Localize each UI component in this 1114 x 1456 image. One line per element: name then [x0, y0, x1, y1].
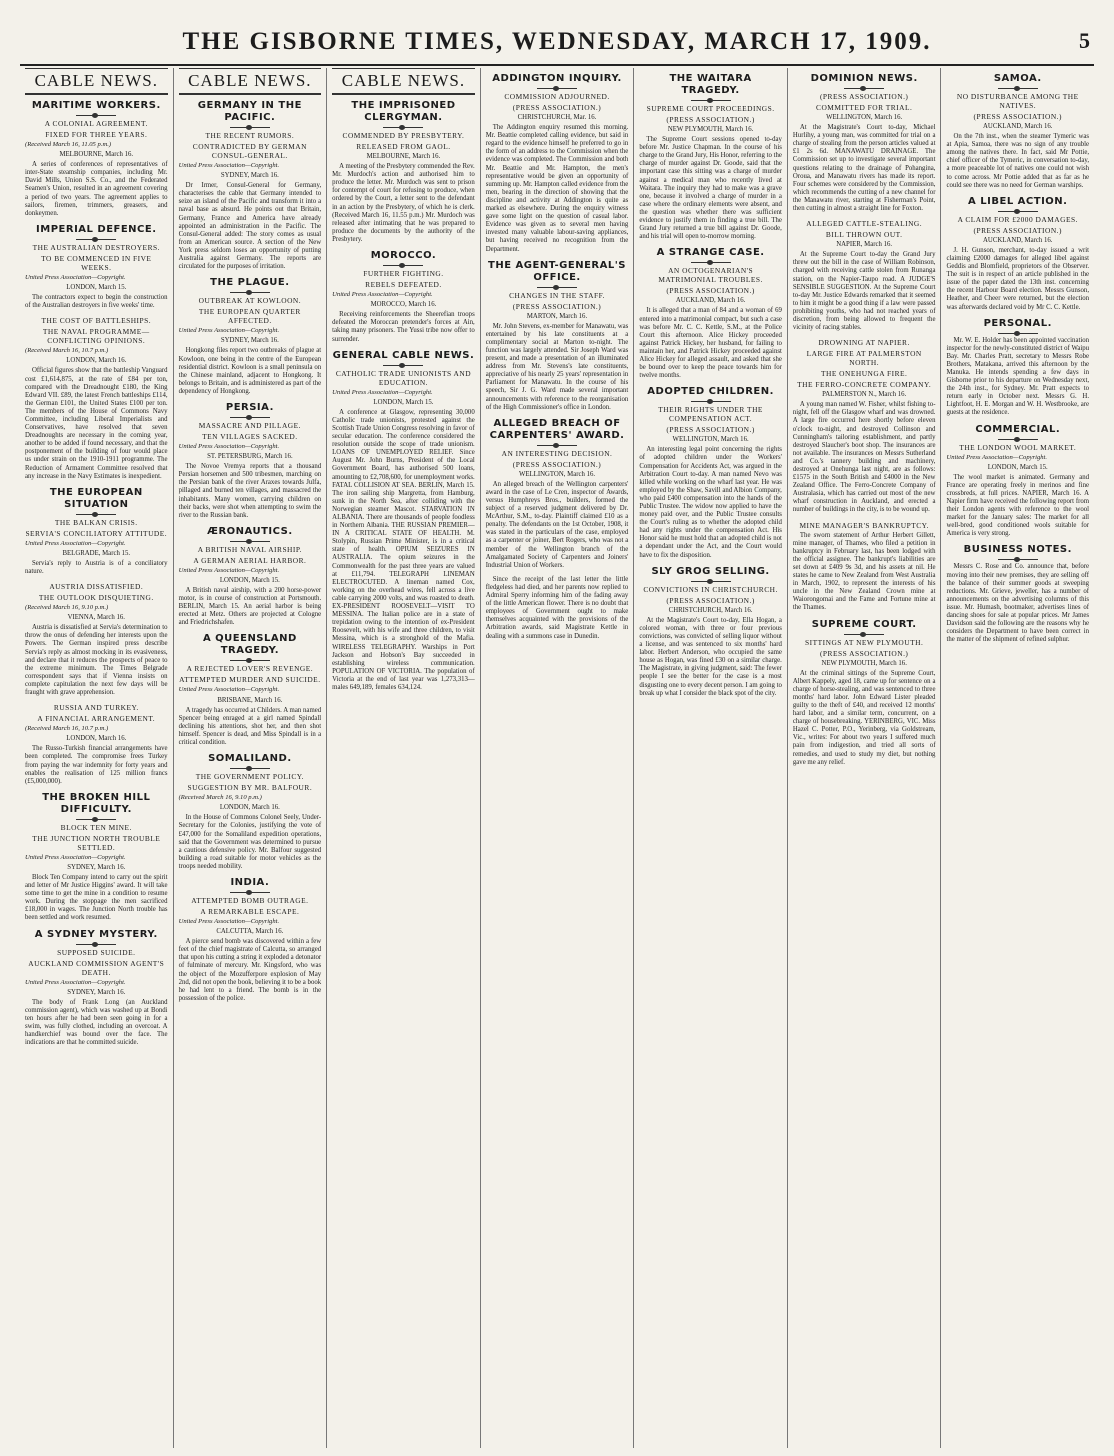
article [946, 73, 1089, 190]
article-headline: PERSIA. [225, 401, 274, 413]
article-dateline: LONDON, March 16. [66, 735, 127, 743]
article-headline: MOROCCO. [370, 250, 437, 262]
divider-rule [230, 660, 270, 661]
article-dateline: MELBOURNE, March 16. [366, 153, 441, 160]
divider-rule [998, 211, 1038, 212]
article-subheading: (PRESS ASSOCIATION.) [666, 115, 755, 124]
article-body: Hongkong files report two outbreaks of plague at Kowloon, one being in the centre of the European residential district. Kowloon is a small peninsula on the Chinese mainland, adjacent to Hongkong. It belongs to Britain, and is administered as part of the dependency of Hongkong. [178, 347, 322, 395]
article-body: The contractors expect to begin the construction of the Australian destroyers in five weeks' time. [25, 294, 168, 310]
article-subheading: THE COST OF BATTLESHIPS. [41, 316, 152, 326]
article-dateline: NEW PLYMOUTH, March 16. [821, 659, 907, 667]
article-subheading: SUPREME COURT PROCEEDINGS. [646, 104, 775, 113]
article-subheading: (PRESS ASSOCIATION.) [666, 595, 755, 605]
divider-rule [691, 581, 731, 582]
divider-rule [76, 514, 116, 515]
article-byline: United Press Association—Copyright. [178, 442, 280, 450]
article-subheading: (PRESS ASSOCIATION.) [973, 112, 1062, 121]
divider-rule [230, 292, 270, 293]
article-subheading: THE BALKAN CRISIS. [54, 517, 138, 527]
article-headline: GENERAL CABLE NEWS. [332, 349, 475, 361]
article-byline: (Received March 16, 9.10 p.m.) [178, 794, 262, 802]
article-dateline: LONDON, March 15. [219, 576, 280, 584]
article [25, 929, 168, 1048]
article-body: Mr. John Stevens, ex-member for Manawatu, was entertained by his late constituents at a complimentary social at Marton to-night. The function was largely attended. Sir Joseph Ward was present, and made a presentation of an illuminated address from Mr. Stevens's late constituents, appreciative of his nearly 25 years' representation in Parliament for Manawatu. In the course of his speech, Sir J. G. Ward made several important announcements with reference to the reorganisation of the High Commissioner's office in London. [485, 322, 629, 411]
article-byline: United Press Association—Copyright. [178, 917, 280, 925]
article [946, 544, 1089, 644]
article-headline: THE AGENT-GENERAL'S OFFICE. [488, 259, 626, 283]
column-7 [941, 68, 1094, 1448]
article-byline: (Received March 16, 9.10 p.m.) [25, 604, 109, 612]
article-body: The Russo-Turkish financial arrangements have been completed. The compromise frees Turkey from paying the war indemnity for forty years and enables the realisation of 125 million francs (£5,000,000). [25, 745, 168, 785]
article-dateline: LONDON, March 16. [219, 804, 280, 812]
article-dateline: AUCKLAND, March 16. [983, 123, 1053, 130]
article-subheading: A CLAIM FOR £2000 DAMAGES. [957, 214, 1078, 224]
article-subheading: THE EUROPEAN QUARTER AFFECTED. [198, 307, 301, 326]
article-subheading: A REMARKABLE ESCAPE. [200, 906, 300, 916]
article-headline: A QUEENSLAND TRAGEDY. [202, 633, 297, 657]
article-subheading: COMMISSION ADJOURNED. [504, 92, 610, 101]
article-body: Mr. W. E. Holder has been appointed vaccination inspector for the newly-constituted district of Waipu Bay. Mr. Charles Pratt, secretary to Messrs Robe Brothers, Matakana, arrived this afternoon by the Manuka. He intends spending a few days in Gisborne prior to his departure on Wednesday next, the 24th inst., for Sydney. Mr. Pratt expects to return early in October next. Messrs G. H. Lightfoot, H. E. Morgan and W. H. Westbrooke, are guests at the residence. [946, 336, 1090, 417]
article-headline: ADOPTED CHILDREN. [647, 386, 774, 398]
article-body: At the Magistrate's Court to-day, Michael Hurlihy, a young man, was committed for trial on a charge of stealing from the person articles valued at £1 2s 6d. MANAWATU DRAINAGE. The Commission set up to investigate several important questions relating to the drainage of Pohangina, Oroua, and Manawatu rivers has made its report. Four schemes were considered by the Commission, which recommends the cutting of a new channel for the Manawatu river, starting at Fisherman's Point, then cutting in almost a straight line for Foxton. [792, 124, 936, 213]
article-subheading: AN INTERESTING DECISION. [501, 448, 613, 458]
article-subheading: RUSSIA AND TURKEY. [53, 703, 139, 713]
article-dateline: AUCKLAND, March 16. [983, 236, 1053, 244]
article-body: It is alleged that a man of 84 and a woman of 69 entered into a matrimonial compact, but such a case was before Mr. C. C. Kettle, S.M., at the Police Court this afternoon. Alice Hickey proceeded against Patrick Hickey, her husband, for failing to maintain her, and Patrick Hickey proceeded against Alice Hickey for alleged assault, and asked that she be bound over to keep the peace towards him for twelve months. [639, 307, 782, 380]
article-subheading: RELEASED FROM GAOL. [356, 142, 451, 151]
page-number: 5 [1079, 28, 1090, 53]
divider-rule [230, 127, 270, 128]
article-dateline: MARTON, March 16. [526, 312, 588, 320]
divider-rule [76, 819, 116, 820]
article-subheading: SERVIA'S CONCILIATORY ATTITUDE. [25, 528, 168, 538]
newspaper-title: THE GISBORNE TIMES, WEDNESDAY, MARCH 17, 1909. [182, 28, 932, 55]
article-dateline: SYDNEY, March 16. [220, 172, 279, 180]
article-dateline: WELLINGTON, March 16. [826, 114, 903, 121]
article-headline: A LIBEL ACTION. [968, 195, 1068, 207]
column-3 [327, 68, 481, 1448]
article-body: The Addington enquiry resumed this morning. Mr. Beattie completed calling evidence, but said in regard to the evidence himself he preferred to go in the form of an address to the Commission when the evidence was completed. The Commission and both Mr. Beattie and Mr. Hampton, the men's representative would be given an opportunity of summing up. Mr. Hampton called evidence from the men, bearing in the direction of showing that the discipline and activity at Addington is quite as marked as elsewhere. During the enquiry witness gave some light on the question of casual labor. Evidence was given as to several men having invested many valuable labour-saving appliances, but having received no recognition from the Department. [485, 124, 629, 253]
article [179, 526, 322, 628]
article-subheading: AUSTRIA DISSATISFIED. [49, 582, 144, 592]
article-subheading: ALLEGED CATTLE-STEALING. [806, 219, 923, 229]
article-subheading: CATHOLIC TRADE UNIONISTS AND EDUCATION. [335, 368, 472, 387]
article-body: At the Magistrate's Court to-day, Ella Hogan, a colored woman, with three or four previous convictions, was convicted of selling liquor without a license, and was sentenced to six months' hard labor. Herbert Anderson, who occupied the same house as Hogan, was fined £30 on a similar charge. The Magistrate, in giving judgment, said: The fewer people I see the better for the case is a most disgusting one to every decent person. I am going to break up what I consider the black spot of the city. [639, 616, 782, 697]
divider-rule [691, 401, 731, 402]
article-subheading: A BRITISH NAVAL AIRSHIP. [197, 544, 302, 554]
article [639, 247, 782, 380]
column-banner: CABLE NEWS. [179, 68, 322, 95]
divider-rule [537, 88, 577, 89]
column-2 [174, 68, 328, 1448]
divider-rule [844, 88, 884, 89]
article-subheading: MINE MANAGER'S BANKRUPTCY. [799, 520, 929, 530]
article-subheading: (PRESS ASSOCIATION.) [666, 286, 755, 296]
article-subheading: BILL THROWN OUT. [825, 230, 903, 240]
newspaper-columns [20, 68, 1094, 1448]
article-byline: United Press Association—Copyright. [25, 978, 126, 986]
article-subheading: CHANGES IN THE STAFF. [509, 290, 605, 300]
article-dateline: LONDON, March 15. [987, 463, 1048, 471]
article [25, 703, 168, 786]
article-headline: ADDINGTON INQUIRY. [492, 73, 622, 84]
article-subheading: A REJECTED LOVER'S REVENGE. [186, 664, 314, 674]
article-headline: THE EUROPEAN SITUATION [49, 486, 143, 510]
article [946, 318, 1089, 418]
article-subheading: THEIR RIGHTS UNDER THE COMPENSATION ACT. [658, 405, 763, 424]
article-dateline: PALMERSTON N., March 16. [822, 391, 907, 399]
article-subheading: BLOCK TEN MINE. [60, 822, 132, 832]
article-dateline: MELBOURNE, March 16. [59, 151, 134, 159]
article-body: An interesting legal point concerning the rights of adopted children under the Workers' Compensation for Accidents Act, was argued in the Arbitration Court to-day. A man named Nevo was killed while working on the wharf last year. He was employed by the Shaw, Savill and Albion Company, who paid £400 compensation into the hands of the Public Trustee. The widow now applied to have the money paid over, and the Public Trustee consults the Court's ruling as to whether the adopted child had any rights under the compensation Act. His Honor said he must hold that an adopted child is not a dependant under the Act, and the Court would have to fix the disposition. [639, 446, 782, 559]
divider-rule [230, 541, 270, 542]
article [25, 487, 168, 576]
article-body: A conference at Glasgow, representing 30,000 Catholic trade unionists, protested against the Scottish Trade Union Congress resolving in favor of secular education. The conference considered the resolution outside the scope of trade unionism. LOANS OF UNEMPLOYED RELIEF. Since August Mr. John Burns, President of the Local Government Board, has authorised 500 loans, amounting to £2,708,600, for unemployment works. FATAL COLLISION AT SEA. BERLIN, March 15. The iron sailing ship Margretta, from Hamburg, sunk in the North Sea, after colliding with the Norwegian steamer Mascot. STARVATION IN ALBANIA. There are thousands of people foodless in Northern Albania. THE RUSSIAN PREMIER—IN A CRITICAL STATE OF HEALTH. M. Stolypin, Russian Prime Minister, is in a critical state of health. OPIUM SEIZURES IN AUSTRALIA. The opium seizures in the Commonwealth for the past three years are valued at £11,794. TELEGRAPH LINEMAN ELECTROCUTED. A lineman named Cox, working on the overhead wires, fell across a live cable carrying 2000 volts, and was roasted to death. EX-PRESIDENT ROOSEVELT—VISIT TO MESSINA. The Italian police are in a state of trepidation owing to the intention of ex-President Roosevelt, with his wife and three children, to visit Messina, which is a stronghold of the Mafia. WIRELESS TELEGRAPHY. Warships in Port Jackson and Hobson's Bay succeeded in establishing wireless communication. POPULATION OF VICTORIA. The population of Victoria at the end of last year was 1,273,313—males 649,189, females 634,124. [332, 408, 475, 691]
article-headline: IMPERIAL DEFENCE. [36, 223, 157, 235]
article-byline: United Press Association—Copyright. [178, 327, 280, 335]
article-subheading: THE AUSTRALIAN DESTROYERS. [32, 242, 160, 252]
divider-rule [76, 115, 116, 116]
article-subheading: ATTEMPTED BOMB OUTRAGE. [191, 895, 309, 905]
divider-rule [383, 265, 423, 266]
article-subheading: (PRESS ASSOCIATION.) [512, 301, 602, 311]
article-body: Messrs C. Rose and Co. announce that, before moving into their new premises, they are selling off the balance of their summer goods at sweeping reductions. Mr. Grieve, jeweller, has a number of announcements on the advertising columns of this issue. Mr. Humash, bootmaker, advertises lines of dancing shoes for sale at popular prices. Mr James Davidson said the following are the reasons why he considers the Department to have been correct in the matter of the shipment of refined sulphur. [946, 563, 1090, 644]
masthead [20, 6, 1094, 66]
article-body: An alleged breach of the Wellington carpenters' award in the case of Le Cren, inspector of Awards, versus Humphreys Bros., builders, formed the subject of a reserved judgment delivered by Dr. McArthur, S.M., to-day. Plaintiff claimed £10 as a penalty. The defendants on the 1st October, 1908, it was stated in the particulars of the case, employed as a carpenter or joiner, Bert Rogers, who was not a member of the Wellington branch of the Amalgamated Society of Carpenters and Joiners' Industrial Union of Workers. [485, 480, 629, 569]
article-dateline: SYDNEY, March 16. [220, 337, 279, 345]
divider-rule [230, 768, 270, 769]
article-body: Servia's reply to Austria is of a conciliatory nature. [25, 559, 168, 575]
article [946, 196, 1089, 312]
article-byline: (Received March 16, 11.05 p.m.) [25, 141, 112, 148]
article-subheading: LARGE FIRE AT PALMERSTON NORTH. [806, 349, 922, 368]
article-byline: (Received March 16, 10.7 p.m.) [25, 347, 109, 355]
article-subheading: CONTRADICTED BY GERMAN CONSUL-GENERAL. [192, 142, 307, 160]
column-4 [481, 68, 635, 1448]
article-body: Austria is dissatisfied at Servia's determination to throw the onus of defending her interests upon the Powers. The German inspired press describe Servia's reply as almost mocking in its evasiveness, and declare that it reduces the prospects of peace to the extreme minimum. The Times Belgrade correspondent says that if Vienna insists on complete capitulation the next few days will be fraught with grave apprehension. [25, 624, 168, 697]
divider-rule [998, 88, 1038, 89]
article-body: The wool market is animated. Germany and France are operating freely in merinos and fine crossbreds, at full prices. NAPIER, March 16. A Napier firm have received the following report from their London agents with reference to the wool market for the January sales: The market for all well-bred, good conditioned wools suitable for America is very strong. [946, 473, 1090, 538]
article-dateline: NAPIER, March 16. [836, 241, 893, 249]
article-subheading: (PRESS ASSOCIATION.) [666, 425, 755, 435]
article-subheading: (PRESS ASSOCIATION.) [973, 225, 1062, 235]
article-body: A British naval airship, with a 200 horse-power motor, is in course of construction at Portsmouth. BERLIN, March 15. An aerial harbor is being erected at Metz. Others are projected at Cologne and Friedrichshafen. [178, 587, 322, 627]
article [179, 277, 322, 396]
article-subheading: ATTEMPTED MURDER AND SUICIDE. [179, 675, 321, 685]
article-dateline: ST. PETERSBURG, March 16. [207, 453, 293, 461]
article-body: Dr Irmer, Consul-General for Germany, characterises the cable that Germany intended to seize an island of the Pacific and transform it into a naval base as absurd. He points out that Britain, Germany, France and America have already appointed an administration in the Pacific. The Consul-General added: The story comes as usual from an American source. A section of the New York press seldom loses an opportunity of putting Australia against Germany. The reports are circulated for the purposes of irritation. [178, 182, 322, 271]
article-subheading: AUCKLAND COMMISSION AGENT'S DEATH. [28, 958, 165, 977]
article-body: At the Supreme Court to-day the Grand Jury threw out the bill in the case of William Robinson, charged with receiving cattle stolen from Runanga station, on the Napier-Taupo road. A JUDGE'S SENSIBLE SUGGESTION. At the Supreme Court to-day Mr. Justice Edwards remarked that it seemed to him it might be a good thing if a law were passed prohibiting youths, who had not reached years of discretion, from being allowed to frequent the vicinity of racing stables. [792, 251, 936, 332]
article-subheading: THE FERRO-CONCRETE COMPANY. [797, 380, 932, 390]
article-headline: INDIA. [230, 876, 270, 888]
article-subheading: CONVICTIONS IN CHRISTCHURCH. [643, 584, 778, 594]
article-body: Block Ten Company intend to carry out the spirit and letter of Mr Justice Higgins' award. It will take some time to get the mine in a condition to resume work. During the stoppage the men sacrificed £18,000 in wages. The Junction North trouble has been settled and work resumed. [25, 873, 168, 922]
article-subheading: THE JUNCTION NORTH TROUBLE SETTLED. [32, 833, 161, 852]
article-headline: SAMOA. [993, 73, 1042, 84]
article [486, 260, 629, 412]
article [179, 633, 322, 747]
article-byline: United Press Association—Copyright. [25, 853, 126, 861]
article-headline: THE BROKEN HILL DIFFICULTY. [42, 791, 151, 815]
column-1 [20, 68, 174, 1448]
article [179, 877, 322, 1003]
divider-rule [998, 559, 1038, 560]
article-dateline: VIENNA, March 16. [67, 614, 125, 622]
article-subheading: SITTINGS AT NEW PLYMOUTH. [805, 637, 924, 647]
divider-rule [537, 287, 577, 288]
article-dateline: WELLINGTON, March 16. [672, 436, 749, 444]
article-headline: THE IMPRISONED CLERGYMAN. [351, 100, 456, 123]
article-subheading: SUPPOSED SUICIDE. [57, 947, 136, 957]
column-banner: CABLE NEWS. [25, 68, 168, 95]
article-subheading: TEN VILLAGES SACKED. [202, 431, 298, 441]
article-subheading: COMMENDED BY PRESBYTERY. [342, 131, 465, 140]
article-dateline: WELLINGTON, March 16. [518, 470, 596, 478]
article-body: The Supreme Court sessions opened to-day before Mr. Justice Chapman. In the course of his charge to the Grand Jury, His Honor, referring to the charge of murder against Dr. Goode, said that the important case this sitting was a charge of murder against a medical man who recently lived at Waitara. The inquiry they had to make was a grave one, because it involved a charge of murder in a case where the ordinary elements were absent, and the question was whether there was sufficient evidence to justify them in finding a true bill. The Grand Jury returned a true bill against Dr. Goode, and his trial will open to-morrow morning. [639, 136, 782, 241]
article-dateline: LONDON, March 15. [373, 398, 434, 406]
article-subheading: A COLONIAL AGREEMENT. [44, 119, 148, 128]
divider-rule [537, 445, 577, 446]
article-headline: THE WAITARA TRAGEDY. [669, 73, 752, 96]
article-subheading: (PRESS ASSOCIATION.) [512, 459, 602, 469]
divider-rule [383, 365, 423, 366]
article-subheading: THE GOVERNMENT POLICY. [195, 772, 304, 782]
article-headline: A SYDNEY MYSTERY. [34, 928, 158, 940]
article-subheading: OUTBREAK AT KOWLOON. [198, 296, 302, 306]
article [793, 219, 936, 332]
article-body: In the House of Commons Colonel Seely, Under-Secretary for the Colonies, justifying the vote of £47,000 for the Somaliland expedition operations, said that the Government was determined to pursue a cautious defensive policy. Mr. Balfour suggested building a road suitable for motor vehicles as the troops needed mobility. [178, 814, 322, 870]
article-subheading: AN OCTOGENARIAN'S MATRIMONIAL TROUBLES. [658, 266, 763, 285]
article [639, 386, 782, 559]
article [179, 753, 322, 871]
article-body: Receiving reinforcements the Sheerefian troops defeated the Moroccan pretender's forces at Ain, taking many prisoners. The Yussi tribe now offer to surrender. [332, 311, 475, 343]
article-dateline: CHRISTCHURCH, March 16. [668, 606, 753, 614]
article-headline: SUPREME COURT. [811, 618, 917, 630]
article-subheading: MASSACRE AND PILLAGE. [198, 420, 301, 430]
divider-rule [844, 634, 884, 635]
article-headline: A STRANGE CASE. [656, 247, 765, 259]
article-headline: COMMERCIAL. [975, 423, 1061, 435]
article-subheading: (PRESS ASSOCIATION.) [819, 648, 909, 658]
article-headline: SLY GROG SELLING. [651, 565, 770, 577]
article [486, 418, 629, 570]
divider-rule [383, 127, 423, 128]
article-headline: MARITIME WORKERS. [31, 100, 161, 111]
article-headline: THE PLAGUE. [210, 277, 290, 289]
article [179, 402, 322, 520]
article-byline: United Press Association—Copyright. [178, 686, 280, 694]
article-headline: BUSINESS NOTES. [963, 544, 1072, 556]
article-byline: United Press Association—Copyright. [332, 291, 433, 299]
article-byline: (Received March 16, 10.7 p.m.) [25, 725, 109, 733]
article-body: The Novoe Vremya reports that a thousand Persian horsemen and 500 tribesmen, marching on the Persian bank of the river Araxes towards Julfa, pillaged and burned ten villages, and massacred the inhabitants. Many women, carrying children on their backs, were shot when attempting to swim the river to the Russian bank. [178, 463, 322, 519]
article-byline: United Press Association—Copyright. [178, 566, 280, 574]
article-byline: United Press Association—Copyright. [25, 273, 126, 281]
article-dateline: LONDON, March 16. [66, 357, 127, 365]
divider-rule [691, 262, 731, 263]
article-byline: United Press Association—Copyright. [946, 453, 1048, 461]
article-subheading: NO DISTURBANCE AMONG THE NATIVES. [956, 92, 1079, 110]
article-subheading: TO BE COMMENCED IN FIVE WEEKS. [41, 253, 152, 272]
article-body: The sworn statement of Arthur Herbert Gillett, mine manager, of Thames, who filed a petition in bankruptcy in February last, has been lodged with the official assignee. The bankrupt's liabilities are set down at £409 9s 3d, and his assets at nil. He states he came to New Zealand from West Australia in March, 1902, to represent the interests of his uncle in the New Zealand Crown mine at Waiorongomai and the Fame and Fortune mine at the Thames. [792, 531, 936, 612]
article-headline: DOMINION NEWS. [810, 73, 918, 84]
article-subheading: REBELS DEFEATED. [365, 280, 442, 290]
article [793, 73, 936, 213]
article-dateline: SYDNEY, March 16. [67, 863, 126, 871]
article [639, 566, 782, 698]
article-body: A tragedy has occurred at Childers. A man named Spencer being enraged at a girl named Spindall declining his attentions, shot her, and then shot himself. Spencer is dead, and Miss Spindall is in a critical condition. [178, 706, 322, 747]
article-dateline: BELGRADE, March 15. [62, 549, 131, 557]
article [486, 73, 629, 254]
article [793, 338, 936, 514]
article-dateline: CALCUTTA, March 16. [216, 928, 284, 936]
article-subheading: FURTHER FIGHTING. [363, 269, 444, 279]
article-headline: ALLEGED BREACH OF CARPENTERS' AWARD. [489, 417, 625, 441]
article [946, 424, 1089, 539]
article-subheading: THE OUTLOOK DISQUIETING. [38, 593, 154, 603]
article-subheading: THE NAVAL PROGRAMME—CONFLICTING OPINIONS. [42, 327, 150, 346]
column-banner: CABLE NEWS. [332, 68, 475, 95]
article [25, 792, 168, 923]
article-subheading: THE RECENT RUMORS. [205, 131, 295, 140]
article [793, 521, 936, 613]
article [486, 576, 629, 641]
article-body: A pierce send bomb was discovered within a few feet of the chief magistrate of Calcutta, so arranged that upon his cutting a string it exploded a detonator of fulminate of mercury. Mr. Kingsford, who was the object of the Mozufferpore explosion of May 2nd, did not open the book, believing it to be a book he had lent to a friend. The bomb is in the possession of the police. [178, 938, 322, 1002]
article-body: At the criminal sittings of the Supreme Court, Albert Kappely, aged 18, came up for sentence on a charge of horse-stealing, and was sentenced to three months' hard labor. John Edward Lister pleaded guilty to the theft of £40, and received 12 months' hard labor, and a similar term, concurrent, on a charge of housebreaking. YERINBERG, VIC. Miss Hazel C. Potter, P.O., Yerinberg, via Goldstream, Vic., writes: For about two years I suffered much pain from indigestion, and tried all sorts of remedies, and used to study my diet, but nothing gave me any relief. [792, 669, 936, 766]
article [25, 224, 168, 310]
divider-rule [76, 239, 116, 240]
article [332, 100, 475, 244]
article [25, 582, 168, 697]
divider-rule [230, 892, 270, 893]
divider-rule [76, 944, 116, 945]
article-body: Official figures show that the battleship Vanguard cost £1,614,875, at the rate of £84 per ton, compared with the Dreadnought £180, the King Edward VII. £89, the latest French battleships £114, the German £101, the United States £100 per ton. The members of the House of Commons Navy Committee, including Liberal Imperialists and Conservatives, have resolved that seven Dreadnoughts are necessary in the coming year, another to be added if found necessary, and that the postponement of the building of four would place us under strain on the 1910-1911 programme. The Reduction of Armament Committee resolved that any increase in the Navy Estimates is inexpedient. [25, 367, 168, 480]
column-6 [788, 68, 942, 1448]
article-body: A young man named W. Fisher, whilst fishing to-night, fell off the Glasgow wharf and was drowned. A large fire occurred here shortly before eleven o'clock to-night, and destroyed Collinson and Cunningham's tailoring establishment, and partly destroyed Slaucher's boot shop. The insurances are not available. The insurances on Messrs Sutherland and Co.'s tannery building and machinery, destroyed at Onehunga last night, are as follows: £1575 in the South British and £4000 in the New Zealand Office. The Ferro-Concrete Company of Australasia, which has carried out most of the new wharf construction in Auckland, and erected a number of buildings in the city, is to be wound up. [792, 401, 936, 514]
article-dateline: SYDNEY, March 16. [67, 988, 126, 996]
article [639, 73, 782, 241]
article [179, 100, 322, 271]
article-body: On the 7th inst., when the steamer Tymeric was at Apia, Samoa, there was no sign of any trouble among the natives there. In fact, said Mr Pottie, chief officer of the Tymeric, in conversation to-day, a more peaceable lot of natives one could not wish to come across. Mr Pottie added that as far as he could see there was no need for German warships. [946, 133, 1090, 189]
article-subheading: A GERMAN AERIAL HARBOR. [193, 555, 307, 565]
article-headline: SOMALILAND. [208, 753, 292, 765]
article-byline: United Press Association—Copyright. [178, 162, 280, 169]
article [332, 250, 475, 344]
article-body: J. H. Gunson, merchant, to-day issued a writ claiming £2000 damages for alleged libel against Geddis and Blomfield, proprietors of the Observer. The suit is in respect of an article published in the issue of the paper dated the 13th inst. concerning the recent Harbour Board election. Messrs Gunson, Heather, and Cheer were returned, but the election was afterwards declared void by Mr C. C. Kettle. [946, 246, 1090, 311]
article [332, 350, 475, 692]
article-byline: United Press Association—Copyright. [332, 388, 433, 396]
article [793, 619, 936, 767]
article-byline: United Press Association—Copyright. [25, 539, 126, 547]
article-subheading: THE LONDON WOOL MARKET. [959, 442, 1077, 452]
divider-rule [691, 100, 731, 101]
article-subheading: SUGGESTION BY MR. BALFOUR. [187, 783, 313, 793]
article-dateline: BRISBANE, March 16. [217, 696, 283, 704]
article [25, 100, 168, 218]
article-dateline: MOROCCO, March 16. [370, 301, 437, 309]
article-subheading: DROWNING AT NAPIER. [818, 338, 910, 348]
article-dateline: AUCKLAND, March 16. [675, 297, 746, 305]
article-subheading: (PRESS ASSOCIATION.) [819, 92, 909, 101]
divider-rule [230, 417, 270, 418]
article-body: Since the receipt of the last letter the little fledgeless had died, and her parents now replied to Admiral Sperry informing him of the fading away of the little American flower. There is no doubt that employees of Government ought to make themselves acquainted with the provisions of the Arbitration awards, said Magistrate Kettle in dealing with a summons case in Dunedin. [485, 575, 629, 640]
article [25, 316, 168, 481]
article-subheading: THE ONEHUNGA FIRE. [820, 369, 908, 379]
article-subheading: A FINANCIAL ARRANGEMENT. [37, 714, 156, 724]
article-headline: ÆRONAUTICS. [207, 525, 293, 537]
article-body: The body of Frank Long (an Auckland commission agent), which was washed up at Bondi ten hours after he had been seen going in for a swim, was fully clothed, including an overcoat. A handkerchief was bound over the face. The indications are that he committed suicide. [25, 998, 168, 1047]
article-dateline: NEW PLYMOUTH, March 16. [667, 126, 754, 133]
article-dateline: LONDON, March 15. [66, 283, 127, 291]
article-body: A series of conferences of representatives of inter-State steamship companies, including Mr. David Mills, Union S.S. Co., and the Federated Seamen's Union, resulted in an agreement covering a period of two years. The agreement applies to sailors, firemen, trimmers, greasers, and donkeymen. [25, 161, 168, 217]
article-headline: GERMANY IN THE PACIFIC. [197, 100, 302, 123]
article-subheading: COMMITTED FOR TRIAL. [816, 103, 913, 112]
column-5 [634, 68, 788, 1448]
article-subheading: FIXED FOR THREE YEARS. [45, 130, 148, 139]
article-subheading: (PRESS ASSOCIATION.) [512, 103, 602, 112]
article-body: A meeting of the Presbytery commended the Rev. Mr. Murdoch's action and authorised him to produce the letter. Mr. Murdoch was sent to prison for contempt of court for refusing to produce, when ordered by the Court, a letter sent to the defendant in an action by the Presbytery, of which he is clerk. (Received March 16, 11.55 p.m.) Mr. Murdoch was released after intimating that he was prepared to produce the documents by the authority of the Presbytery. [332, 163, 475, 243]
divider-rule [998, 333, 1038, 334]
article-headline: PERSONAL. [983, 317, 1052, 329]
article-dateline: CHRISTCHURCH, Mar. 16. [517, 114, 597, 121]
divider-rule [998, 439, 1038, 440]
